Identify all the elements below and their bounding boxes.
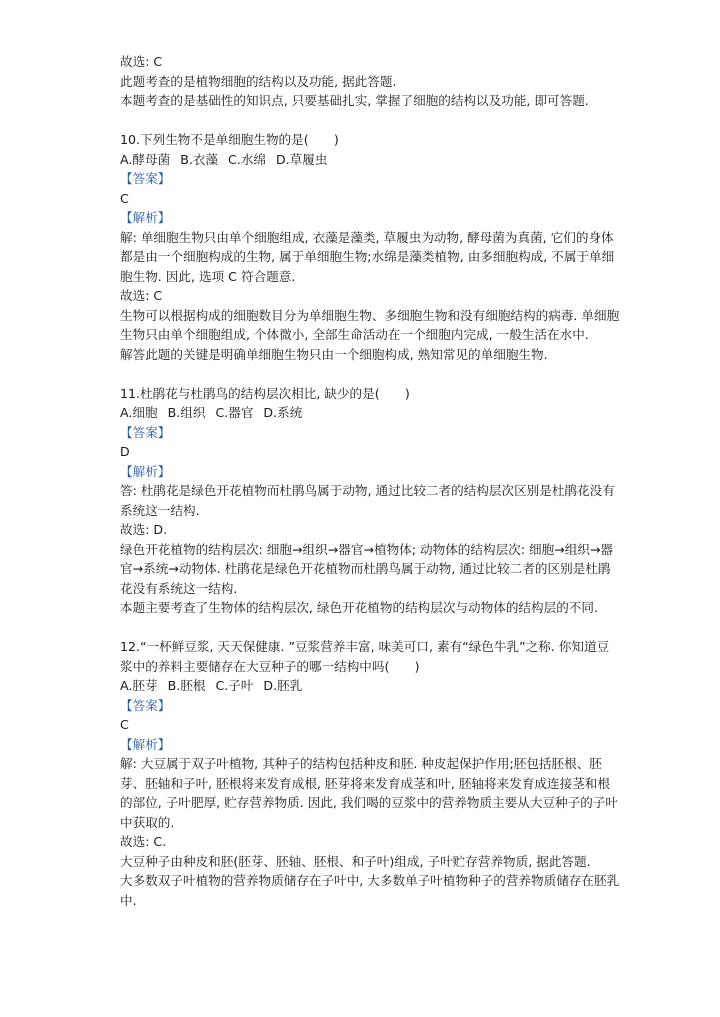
analysis-text: 解答此题的关键是明确单细胞生物只由一个细胞构成, 熟知常见的单细胞生物. <box>120 346 548 362</box>
option: D.胚乳 <box>263 678 303 693</box>
analysis-text: 绿色开花植物的结构层次: 细胞→组织→器官→植物体; 动物体的结构层次: 细胞→组织→器官→系统→动物体. 杜鹃花是绿色开花植物而杜鹃鸟属于动物, 通过比较二者的区别是杜鹃花没有系统这一结构. <box>120 541 614 596</box>
option: C.子叶 <box>215 678 254 693</box>
option: B.组织 <box>167 405 206 420</box>
option: C.器官 <box>215 405 254 420</box>
analysis-text: 大豆种子由种皮和胚(胚芽、胚轴、胚根、和子叶)组成, 子叶贮存营养物质, 据此答题. <box>120 853 591 869</box>
option: D.系统 <box>263 405 303 420</box>
question-stem: 11.杜鹃花与杜鹃鸟的结构层次相比, 缺少的是( ) <box>120 385 410 401</box>
analysis-tag: 【解析】 <box>120 463 171 479</box>
option: A.胚芽 <box>120 678 158 693</box>
answer-value: C <box>120 190 129 206</box>
question-options <box>120 676 620 696</box>
option: C.水绵 <box>228 151 267 167</box>
question-stem: 10.下列生物不是单细胞生物的是( ) <box>120 132 339 147</box>
analysis-text: 解: 大豆属于双子叶植物, 其种子的结构包括种皮和胚. 种皮起保护作用;胚包括胚根、胚芽、胚轴和子叶, 胚根将来发育成根, 胚芽将来发育成茎和叶, 胚轴将来发育成连接茎和根的部位, 子叶肥厚, 贮存营养物质. 因此, 我们喝的豆浆中的营养物质主要从大豆种子的子叶中获取的. <box>120 756 618 830</box>
answer-line: 故选: C. <box>120 834 167 849</box>
analysis-text: 解: 单细胞生物只由单个细胞组成, 衣藻是藻类, 草履虫为动物, 酵母菌为真菌, 它们的身体都是由一个细胞构成的生物, 属于单细胞生物;水绵是藻类植物, 由多细胞构成, 不属于单细胞生物. 因此, 选项 C 符合题意. <box>120 229 615 284</box>
summary-line: 本题考查的是基础性的知识点, 只要基础扎实, 掌握了细胞的结构以及功能, 即可答题. <box>120 93 589 108</box>
answer-line: 故选: D. <box>120 522 168 537</box>
analysis-text: 答: 杜鹃花是绿色开花植物而杜鹃鸟属于动物, 通过比较二者的结构层次区别是杜鹃花没有系统这一结构. <box>120 483 615 518</box>
question-options <box>120 403 620 423</box>
analysis-text: 本题主要考查了生物体的结构层次, 绿色开花植物的结构层次与动物体的结构层的不同. <box>120 600 598 615</box>
option: A.酵母菌 <box>120 151 171 167</box>
answer-line: 故选: C <box>120 54 163 69</box>
analysis-text: 大多数双子叶植物的营养物质储存在子叶中, 大多数单子叶植物种子的营养物质储存在胚乳中. <box>120 873 620 908</box>
option: A.细胞 <box>120 405 158 420</box>
question-options <box>120 150 620 170</box>
answer-tag: 【答案】 <box>120 697 171 713</box>
answer-tag: 【答案】 <box>120 171 171 186</box>
answer-line: 故选: C <box>120 288 163 303</box>
analysis-tag: 【解析】 <box>120 210 171 225</box>
answer-value: D <box>120 444 130 459</box>
question-stem: 12.“一杯鲜豆浆, 天天保健康. ”豆浆营养丰富, 味美可口, 素有“绿色牛乳”之称. 你知道豆浆中的养料主要储存在大豆种子的哪一结构中吗( ) <box>120 639 610 674</box>
analysis-text: 生物可以根据构成的细胞数目分为单细胞生物、多细胞生物和没有细胞结构的病毒. 单细胞生物只由单个细胞组成, 个体微小, 全部生命活动在一个细胞内完成, 一般生活在水中. <box>120 307 620 342</box>
option: B.胚根 <box>167 678 206 693</box>
option: D.草履虫 <box>276 151 328 167</box>
answer-tag: 【答案】 <box>120 424 171 440</box>
summary-line: 此题考查的是植物细胞的结构以及功能, 据此答题. <box>120 73 397 89</box>
answer-value: C <box>120 717 129 732</box>
option: B.衣藻 <box>180 151 219 167</box>
analysis-tag: 【解析】 <box>120 736 171 752</box>
